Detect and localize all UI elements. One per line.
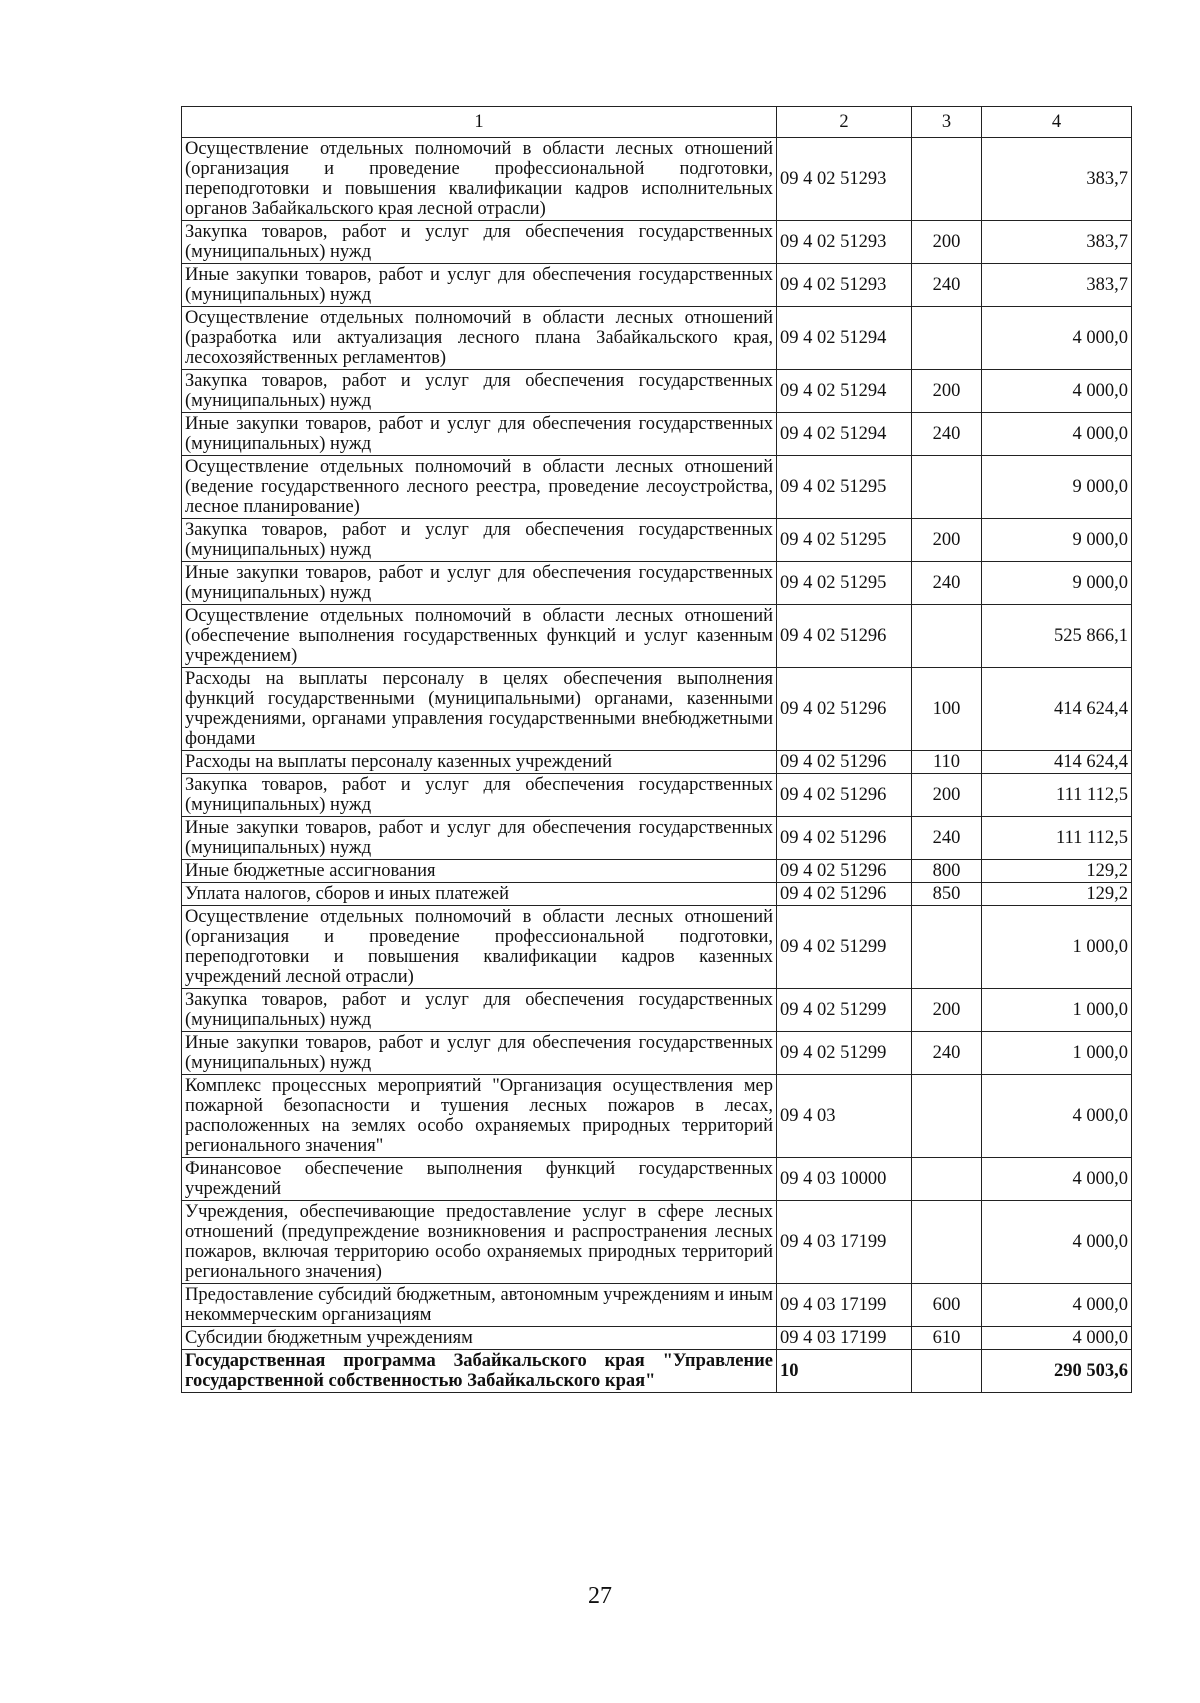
row-amount-cell: 4 000,0: [982, 413, 1132, 456]
table-row: [182, 1158, 1132, 1201]
row-amount-cell: 4 000,0: [982, 1075, 1132, 1158]
row-name-cell: Расходы на выплаты персоналу казенных учреждений: [182, 751, 777, 774]
table-row: [182, 774, 1132, 817]
row-expense-type-cell: 600: [912, 1284, 982, 1327]
row-code-cell: 09 4 02 51293: [777, 138, 912, 221]
row-expense-type-cell: 100: [912, 668, 982, 751]
table-row: [182, 1032, 1132, 1075]
row-name-cell: Расходы на выплаты персоналу в целях обеспечения выполнения функций государственными (муниципальными) органами, казенными учреждениями, органами управления государственными внебюджетными фондами: [182, 668, 777, 751]
row-expense-type-cell: [912, 1158, 982, 1201]
row-code-cell: 09 4 02 51296: [777, 774, 912, 817]
row-name-cell: Закупка товаров, работ и услуг для обеспечения государственных (муниципальных) нужд: [182, 370, 777, 413]
page-number: 27: [588, 1583, 612, 1609]
row-code-cell: 09 4 03 10000: [777, 1158, 912, 1201]
row-code-cell: 09 4 02 51296: [777, 751, 912, 774]
row-amount-cell: 9 000,0: [982, 562, 1132, 605]
row-amount-cell: 290 503,6: [982, 1350, 1132, 1393]
table-row: [182, 1350, 1132, 1393]
row-name-cell: Предоставление субсидий бюджетным, автономным учреждениям и иным некоммерческим организациям: [182, 1284, 777, 1327]
row-name-cell: Субсидии бюджетным учреждениям: [182, 1327, 777, 1350]
row-code-cell: 09 4 02 51296: [777, 605, 912, 668]
row-name-cell: Иные бюджетные ассигнования: [182, 860, 777, 883]
row-expense-type-cell: 850: [912, 883, 982, 906]
row-expense-type-cell: 200: [912, 221, 982, 264]
header-col-4: 4: [982, 107, 1132, 138]
row-name-cell: Финансовое обеспечение выполнения функций государственных учреждений: [182, 1158, 777, 1201]
budget-table: [181, 106, 1132, 1393]
row-amount-cell: 414 624,4: [982, 751, 1132, 774]
row-expense-type-cell: 200: [912, 989, 982, 1032]
row-amount-cell: 525 866,1: [982, 605, 1132, 668]
row-name-cell: Государственная программа Забайкальского края "Управление государственной собственностью Забайкальского края": [182, 1350, 777, 1393]
table-row: [182, 456, 1132, 519]
table-row: [182, 221, 1132, 264]
row-name-cell: Закупка товаров, работ и услуг для обеспечения государственных (муниципальных) нужд: [182, 989, 777, 1032]
table-row: [182, 883, 1132, 906]
table-row: [182, 817, 1132, 860]
row-code-cell: 09 4 02 51293: [777, 221, 912, 264]
row-amount-cell: 4 000,0: [982, 370, 1132, 413]
table-row: [182, 519, 1132, 562]
row-expense-type-cell: [912, 906, 982, 989]
row-code-cell: 09 4 02 51296: [777, 817, 912, 860]
row-name-cell: Комплекс процессных мероприятий "Организация осуществления мер пожарной безопасности и тушения лесных пожаров в лесах, расположенных на землях особо охраняемых природных территорий регионального значения": [182, 1075, 777, 1158]
row-expense-type-cell: [912, 605, 982, 668]
row-amount-cell: 111 112,5: [982, 774, 1132, 817]
table-row: [182, 1075, 1132, 1158]
row-code-cell: 09 4 02 51299: [777, 989, 912, 1032]
table-row: [182, 562, 1132, 605]
row-expense-type-cell: 800: [912, 860, 982, 883]
row-code-cell: 09 4 02 51299: [777, 906, 912, 989]
row-code-cell: 09 4 02 51294: [777, 370, 912, 413]
row-expense-type-cell: 610: [912, 1327, 982, 1350]
table-row: [182, 307, 1132, 370]
table-row: [182, 1327, 1132, 1350]
row-amount-cell: 4 000,0: [982, 1327, 1132, 1350]
row-name-cell: Осуществление отдельных полномочий в области лесных отношений (ведение государственного лесного реестра, проведение лесоустройства, лесное планирование): [182, 456, 777, 519]
row-code-cell: 09 4 02 51299: [777, 1032, 912, 1075]
row-amount-cell: 1 000,0: [982, 1032, 1132, 1075]
row-expense-type-cell: 110: [912, 751, 982, 774]
row-amount-cell: 383,7: [982, 221, 1132, 264]
row-code-cell: 09 4 02 51296: [777, 883, 912, 906]
row-amount-cell: 9 000,0: [982, 519, 1132, 562]
row-expense-type-cell: [912, 307, 982, 370]
row-name-cell: Иные закупки товаров, работ и услуг для обеспечения государственных (муниципальных) нужд: [182, 1032, 777, 1075]
row-code-cell: 09 4 03 17199: [777, 1201, 912, 1284]
table-row: [182, 138, 1132, 221]
row-amount-cell: 4 000,0: [982, 1201, 1132, 1284]
table-row: [182, 860, 1132, 883]
row-code-cell: 09 4 02 51294: [777, 307, 912, 370]
row-expense-type-cell: 200: [912, 774, 982, 817]
row-code-cell: 10: [777, 1350, 912, 1393]
row-name-cell: Иные закупки товаров, работ и услуг для обеспечения государственных (муниципальных) нужд: [182, 562, 777, 605]
header-col-2: 2: [777, 107, 912, 138]
row-code-cell: 09 4 03 17199: [777, 1284, 912, 1327]
row-name-cell: Осуществление отдельных полномочий в области лесных отношений (обеспечение выполнения государственных функций и услуг казенным учреждением): [182, 605, 777, 668]
row-expense-type-cell: 240: [912, 264, 982, 307]
row-code-cell: 09 4 02 51295: [777, 456, 912, 519]
row-name-cell: Иные закупки товаров, работ и услуг для обеспечения государственных (муниципальных) нужд: [182, 413, 777, 456]
row-expense-type-cell: [912, 1201, 982, 1284]
header-col-1: 1: [182, 107, 777, 138]
row-name-cell: Учреждения, обеспечивающие предоставление услуг в сфере лесных отношений (предупреждение возникновения и распространения лесных пожаров, включая территорию особо охраняемых природных территорий регионального значения): [182, 1201, 777, 1284]
table-row: [182, 605, 1132, 668]
row-name-cell: Закупка товаров, работ и услуг для обеспечения государственных (муниципальных) нужд: [182, 221, 777, 264]
row-expense-type-cell: [912, 138, 982, 221]
row-name-cell: Осуществление отдельных полномочий в области лесных отношений (разработка или актуализация лесного плана Забайкальского края, лесохозяйственных регламентов): [182, 307, 777, 370]
table-row: [182, 668, 1132, 751]
row-expense-type-cell: 200: [912, 370, 982, 413]
row-code-cell: 09 4 03 17199: [777, 1327, 912, 1350]
row-name-cell: Закупка товаров, работ и услуг для обеспечения государственных (муниципальных) нужд: [182, 519, 777, 562]
table-header-row: [182, 107, 1132, 138]
row-amount-cell: 383,7: [982, 138, 1132, 221]
row-expense-type-cell: [912, 1075, 982, 1158]
row-code-cell: 09 4 03: [777, 1075, 912, 1158]
row-name-cell: Иные закупки товаров, работ и услуг для обеспечения государственных (муниципальных) нужд: [182, 264, 777, 307]
row-code-cell: 09 4 02 51294: [777, 413, 912, 456]
row-expense-type-cell: 240: [912, 1032, 982, 1075]
table-row: [182, 1201, 1132, 1284]
row-amount-cell: 129,2: [982, 883, 1132, 906]
row-code-cell: 09 4 02 51295: [777, 519, 912, 562]
row-expense-type-cell: 200: [912, 519, 982, 562]
table-row: [182, 264, 1132, 307]
row-expense-type-cell: 240: [912, 413, 982, 456]
row-amount-cell: 414 624,4: [982, 668, 1132, 751]
table-row: [182, 906, 1132, 989]
row-amount-cell: 4 000,0: [982, 1158, 1132, 1201]
row-expense-type-cell: 240: [912, 817, 982, 860]
row-amount-cell: 129,2: [982, 860, 1132, 883]
row-code-cell: 09 4 02 51295: [777, 562, 912, 605]
row-name-cell: Осуществление отдельных полномочий в области лесных отношений (организация и проведение профессиональной подготовки, переподготовки и повышения квалификации кадров казенных учреждений лесной отрасли): [182, 906, 777, 989]
row-amount-cell: 383,7: [982, 264, 1132, 307]
row-name-cell: Осуществление отдельных полномочий в области лесных отношений (организация и проведение профессиональной подготовки, переподготовки и повышения квалификации кадров исполнительных органов Забайкальского края лесной отрасли): [182, 138, 777, 221]
row-amount-cell: 4 000,0: [982, 1284, 1132, 1327]
table-body: [182, 138, 1132, 1393]
row-name-cell: Иные закупки товаров, работ и услуг для обеспечения государственных (муниципальных) нужд: [182, 817, 777, 860]
row-code-cell: 09 4 02 51293: [777, 264, 912, 307]
table-row: [182, 413, 1132, 456]
row-expense-type-cell: [912, 456, 982, 519]
row-code-cell: 09 4 02 51296: [777, 860, 912, 883]
table-row: [182, 989, 1132, 1032]
row-code-cell: 09 4 02 51296: [777, 668, 912, 751]
header-col-3: 3: [912, 107, 982, 138]
row-amount-cell: 111 112,5: [982, 817, 1132, 860]
row-expense-type-cell: 240: [912, 562, 982, 605]
row-name-cell: Закупка товаров, работ и услуг для обеспечения государственных (муниципальных) нужд: [182, 774, 777, 817]
row-name-cell: Уплата налогов, сборов и иных платежей: [182, 883, 777, 906]
table-row: [182, 1284, 1132, 1327]
row-amount-cell: 4 000,0: [982, 307, 1132, 370]
table-row: [182, 370, 1132, 413]
row-amount-cell: 1 000,0: [982, 989, 1132, 1032]
row-amount-cell: 9 000,0: [982, 456, 1132, 519]
table-row: [182, 751, 1132, 774]
row-expense-type-cell: [912, 1350, 982, 1393]
row-amount-cell: 1 000,0: [982, 906, 1132, 989]
